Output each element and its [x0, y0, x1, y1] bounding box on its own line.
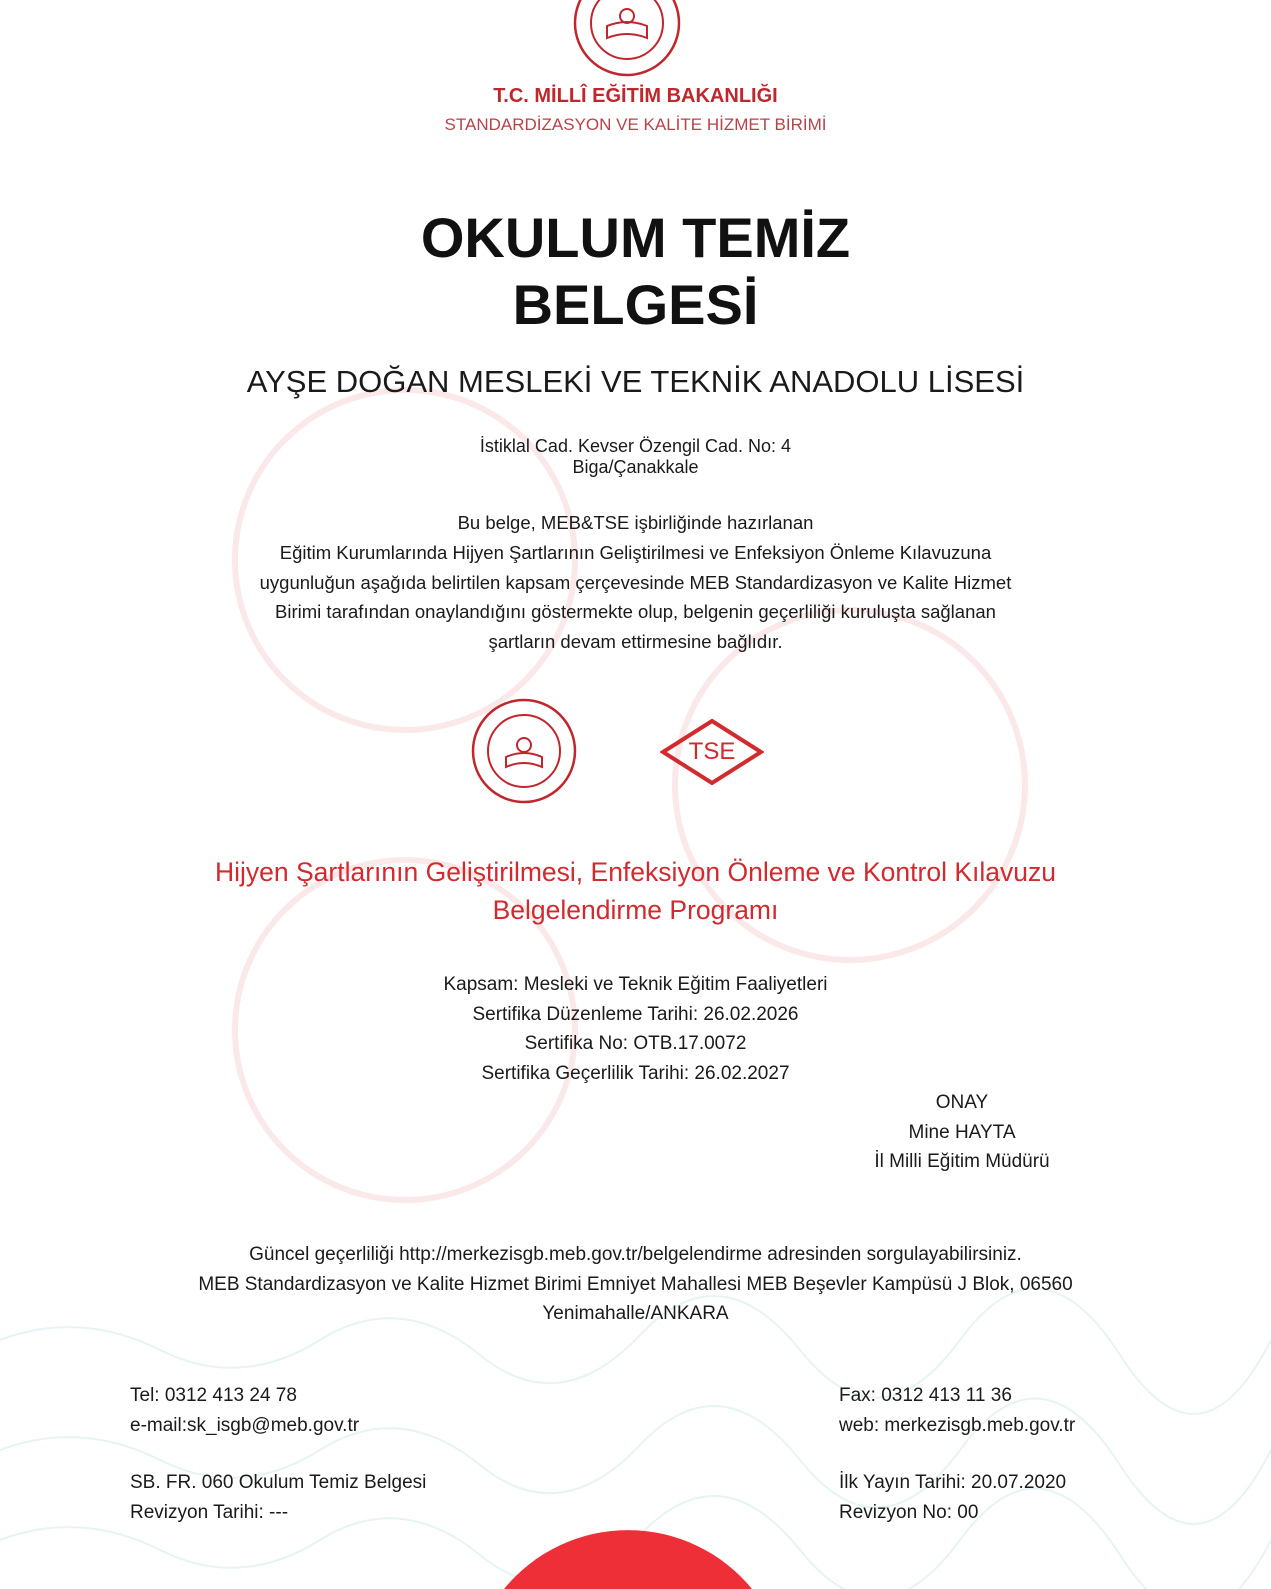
address-line: Biga/Çanakkale — [572, 457, 699, 477]
approval-label: ONAY — [935, 1092, 989, 1113]
tse-logo-text: TSE — [688, 738, 736, 765]
footer-line: Yenimahalle/ANKARA — [542, 1303, 729, 1324]
statement-line: uygunluğun aşağıda belirtilen kapsam çerçevesinde MEB Standardizasyon ve Kalite Hizmet — [259, 572, 1012, 593]
fax: Fax: 0312 413 11 36 — [839, 1385, 1012, 1406]
revision-date: Revizyon Tarihi: --- — [130, 1502, 289, 1523]
unit-name: STANDARDİZASYON VE KALİTE HİZMET BİRİMİ — [444, 115, 827, 134]
statement-line: Eğitim Kurumlarında Hijyen Şartlarının Geliştirilmesi ve Enfeksiyon Önleme Kılavuzuna — [279, 542, 992, 563]
statement-line: Birimi tarafından onaylandığını göstermekte olup, belgenin geçerliliği kuruluşta sağlanan — [275, 601, 996, 622]
tel: Tel: 0312 413 24 78 — [130, 1385, 297, 1406]
approver-name: Mine HAYTA — [908, 1122, 1016, 1143]
first-publication-date: İlk Yayın Tarihi: 20.07.2020 — [839, 1472, 1067, 1493]
meb-seal-icon — [470, 697, 578, 805]
approver-title: İl Milli Eğitim Müdürü — [874, 1151, 1050, 1172]
scope: Kapsam: Mesleki ve Teknik Eğitim Faaliyetleri — [443, 974, 828, 995]
ministry-name: T.C. MİLLÎ EĞİTİM BAKANLIĞI — [493, 85, 778, 107]
red-semicircle-decoration — [504, 1530, 752, 1589]
web: web: merkezisgb.meb.gov.tr — [839, 1415, 1076, 1436]
tse-logo — [660, 718, 764, 786]
revision-number: Revizyon No: 00 — [839, 1502, 979, 1523]
footer-line: Güncel geçerliliği http://merkezisgb.meb.gov.tr/belgelendirme adresinden sorgulayabilirsiniz. — [249, 1244, 1022, 1265]
address-line: İstiklal Cad. Kevser Özengil Cad. No: 4 — [479, 436, 792, 456]
document-title-line1: OKULUM TEMİZ — [420, 206, 851, 269]
issue-date: Sertifika Düzenleme Tarihi: 26.02.2026 — [472, 1004, 799, 1025]
statement-line: şartların devam ettirmesine bağlıdır. — [488, 631, 783, 652]
document-title-line2: BELGESİ — [512, 273, 759, 336]
meb-logo-icon — [572, 0, 682, 78]
program-title-line2: Belgelendirme Programı — [492, 895, 779, 925]
program-title-line1: Hijyen Şartlarının Geliştirilmesi, Enfeksiyon Önleme ve Kontrol Kılavuzu — [215, 857, 1056, 887]
form-code: SB. FR. 060 Okulum Temiz Belgesi — [130, 1472, 427, 1493]
email: e-mail:sk_isgb@meb.gov.tr — [130, 1415, 360, 1436]
validity-date: Sertifika Geçerlilik Tarihi: 26.02.2027 — [481, 1063, 790, 1084]
certificate-number: Sertifika No: OTB.17.0072 — [524, 1033, 747, 1054]
footer-line: MEB Standardizasyon ve Kalite Hizmet Birimi Emniyet Mahallesi MEB Beşevler Kampüsü J Blok, 06560 — [198, 1274, 1073, 1295]
school-name: AYŞE DOĞAN MESLEKİ VE TEKNİK ANADOLU LİSESİ — [246, 364, 1025, 399]
statement-line: Bu belge, MEB&TSE işbirliğinde hazırlanan — [457, 512, 814, 533]
